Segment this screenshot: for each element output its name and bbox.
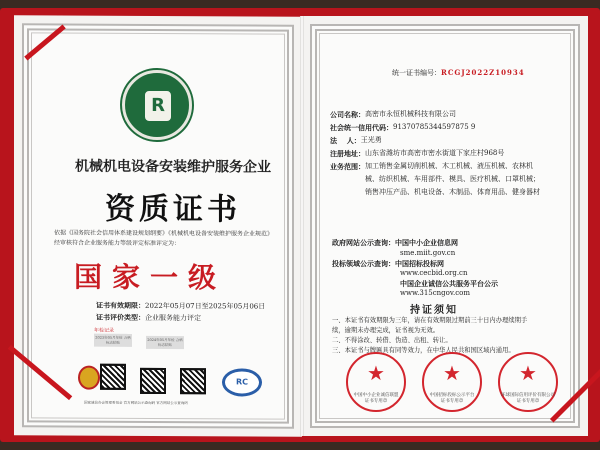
notice-list — [332, 316, 528, 356]
rc-logo: RC — [222, 368, 262, 396]
seal-stamp: ★ 中国中小企业诚信联盟 证书专用章 — [346, 352, 406, 412]
notice-title: 持证须知 — [410, 305, 458, 316]
field-row — [330, 121, 540, 134]
seal-sub: 证书专用章 — [364, 399, 388, 404]
emblem-logo: R — [122, 70, 192, 140]
company-info — [330, 108, 540, 199]
qr-code[interactable] — [180, 368, 206, 394]
bid-url[interactable]: www.cecbid.org.cn — [400, 269, 468, 277]
seal-stamp: ★ 环球国际信用评价有限公司 证书专用章 — [498, 352, 558, 412]
gov-label: 政府网站公示查询： — [332, 238, 395, 247]
annual-box: 2023年05月年检 合格标志粘贴 — [94, 334, 132, 347]
field-value: 91370785344597875 9 — [393, 123, 476, 131]
certificate-title: 资质证书 — [105, 191, 241, 228]
field-label: 业务范围： — [330, 162, 365, 171]
type-label: 证书评价类型： — [96, 312, 145, 322]
field-value: 加工销售金属切削机械、木工机械、液压机械、农林机械、纺织机械、车用部件、模具、医疗机械、口罩机械；销售冲压产品、机电设备、木制品、体育用品、健身器材 — [365, 162, 540, 196]
type-value: 企业服务能力评定 — [145, 313, 201, 323]
credit-url[interactable]: www.315cngov.com — [400, 289, 470, 297]
field-value: 山东省潍坊市高密市密水街道下家庄村968号 — [365, 149, 505, 157]
credit-name: 中国企业诚信公共服务平台公示 — [400, 279, 498, 288]
bid-name: 中国招标投标网 — [395, 259, 444, 268]
seal-sub: 证书专用章 — [440, 399, 464, 404]
national-emblem-icon — [78, 366, 100, 390]
cert-no: RCGJ2022Z10934 — [441, 68, 525, 77]
field-row — [330, 147, 540, 160]
basis-text: 依据《国务院社会信用体系建设规划纲要》《机械机电设备安装维护服务企业规范》 — [54, 229, 274, 238]
right-page — [302, 16, 588, 436]
notice-item: 一、本证书有效期限为三年，请在有效期限过期前三十日内办理续期手续，逾期未办理完成，证书视为无效。 — [332, 317, 528, 334]
seal-name: 环球国际信用评价有限公司 — [501, 393, 555, 398]
page-spine — [300, 16, 304, 436]
field-label: 公司名称： — [330, 110, 365, 119]
left-page — [14, 15, 302, 437]
field-row — [330, 134, 540, 147]
field-row — [330, 160, 540, 199]
bid-label: 投标领域公示查询： — [332, 259, 395, 268]
qr-code[interactable] — [100, 364, 126, 390]
basis-text-2: 经审核符合企业服务能力等级评定标准评定为： — [54, 239, 181, 248]
notice-item: 二、不得涂改、转借、伪造、出租、转让。 — [332, 337, 452, 344]
annual-label: 年检记录 — [94, 327, 115, 334]
qr-code[interactable] — [140, 368, 166, 394]
seal-name: 中国招标投标公示平台 — [429, 393, 475, 398]
seal-stamp: ★ 中国招标投标公示平台 证书专用章 — [422, 352, 482, 412]
cert-no-label: 统一证书编号： — [392, 69, 441, 77]
field-value: 王光勇 — [360, 136, 382, 144]
level-text: 国家一级 — [74, 260, 227, 295]
gov-name: 中国中小企业信息网 — [395, 238, 458, 247]
seal-name: 中国中小企业诚信联盟 — [353, 393, 399, 398]
footer-text: 国家诚信办会管理委员会 官方网站公示查询码 官方网站公示查询码 — [84, 400, 188, 406]
field-label: 注册地址： — [330, 149, 365, 158]
field-label: 社会统一信用代码： — [330, 123, 393, 132]
field-label: 法 人： — [330, 136, 361, 145]
seal-sub: 证书专用章 — [516, 399, 540, 404]
notice-item: 三、本证书与牌匾具有同等效力，在中华人民共和国区域内通用。 — [332, 347, 515, 354]
validity-value: 2022年05月07日至2025年05月06日 — [145, 301, 266, 311]
annual-box: 2024年05月年检 合格标志粘贴 — [146, 336, 184, 349]
certificate-subtitle: 机械机电设备安装维护服务企业 — [75, 158, 271, 176]
field-value: 高密市永恒机械科技有限公司 — [365, 110, 456, 118]
validity-label: 证书有效期限： — [96, 300, 145, 310]
field-row — [330, 108, 540, 121]
gov-url[interactable]: sme.miit.gov.cn — [400, 249, 456, 257]
